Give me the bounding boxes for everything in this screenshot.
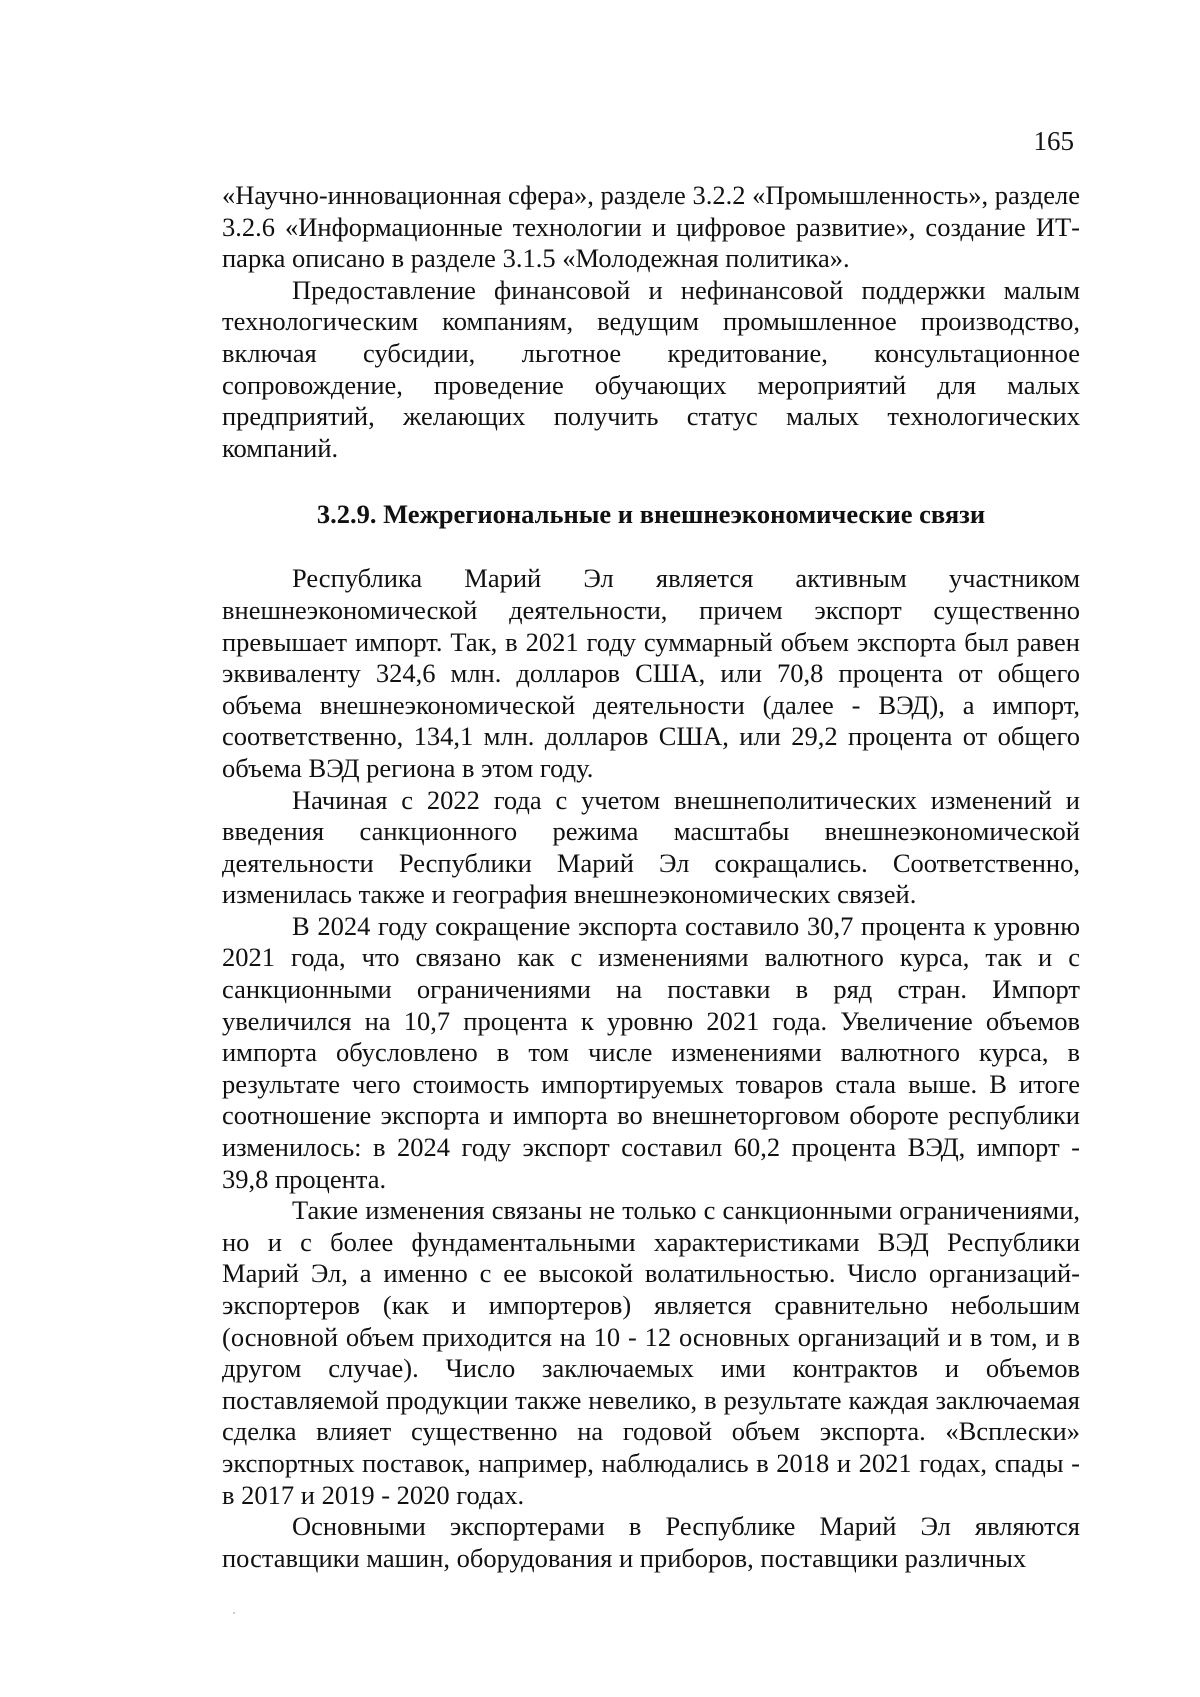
page-number: 165 (1033, 126, 1074, 156)
paragraph-trade-2024: В 2024 году сокращение экспорта составило 30,7 процента к уровню 2021 года, что связано как с изменениями валютного курса, так и с санкционными ограничениями на поставки в ряд стран. Импорт увеличился на 10,7 процента к уровню 2021 года. Увеличение объемов импорта обусловлено в том числе изменениями валютного курса, в результате чего стоимость импортируемых товаров стала выше. В итоге соотношение экспорта и импорта во внешнеторговом обороте республики изменилось: в 2024 году экспорт составил 60,2 процента ВЭД, импорт - 39,8 процента. (222, 910, 1080, 1194)
paragraph-volatility: Такие изменения связаны не только с санкционными ограничениями, но и с более фундаментальными характеристиками ВЭД Республики Марий Эл, а именно с ее высокой волатильностью. Число организаций-экспортеров (как и импортеров) является сравнительно небольшим (основной объем приходится на 10 - 12 основных организаций и в том, и в другом случае). Число заключаемых ими контрактов и объемов поставляемой продукции также невелико, в результате каждая заключаемая сделка влияет существенно на годовой объем экспорта. «Всплески» экспортных поставок, например, наблюдались в 2018 и 2021 годах, спады - в 2017 и 2019 - 2020 годах. (222, 1195, 1080, 1510)
paragraph-export-2021: Республика Марий Эл является активным участником внешнеэкономической деятельности, причем экспорт существенно превышает импорт. Так, в 2021 году суммарный объем экспорта был равен эквиваленту 324,6 млн. долларов США, или 70,8 процента от общего объема внешнеэкономической деятельности (далее - ВЭД), а импорт, соответственно, 134,1 млн. долларов США, или 29,2 процента от общего объема ВЭД региона в этом году. (222, 563, 1080, 783)
paragraph-support-measures: Предоставление финансовой и нефинансовой поддержки малым технологическим компаниям, ведущим промышленное производство, включая субсидии, льготное кредитование, консультационное сопровождение, проведение обучающих мероприятий для малых предприятий, желающих получить статус малых технологических компаний. (222, 274, 1080, 463)
page-body (222, 180, 1080, 1574)
scan-speck (233, 1612, 235, 1614)
paragraph-main-exporters: Основными экспортерами в Республике Марий Эл являются поставщики машин, оборудования и приборов, поставщики различных (222, 1511, 1080, 1573)
paragraph-sanctions-2022: Начиная с 2022 года с учетом внешнеполитических изменений и введения санкционного режима масштабы внешнеэкономической деятельности Республики Марий Эл сокращались. Соответственно, изменилась также и география внешнеэкономических связей. (222, 784, 1080, 910)
paragraph-continuation: «Научно-инновационная сфера», разделе 3.2.2 «Промышленность», разделе 3.2.6 «Информационные технологии и цифровое развитие», создание ИТ-парка описано в разделе 3.1.5 «Молодежная политика». (222, 180, 1080, 274)
section-heading: 3.2.9. Межрегиональные и внешнеэкономические связи (316, 499, 986, 530)
